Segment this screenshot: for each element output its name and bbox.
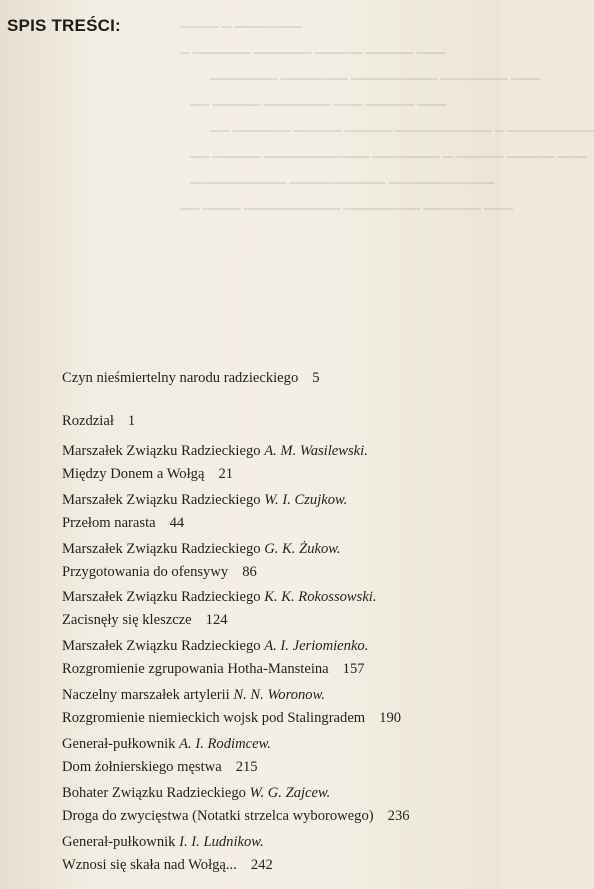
entry-title: Między Donem a Wołgą [62, 466, 205, 482]
entry-author: K. K. Rokossowski. [264, 589, 377, 605]
entry-title-line [62, 857, 273, 874]
entry-rank: Marszałek Związku Radzieckiego [62, 492, 261, 508]
entry-author-line [62, 638, 368, 655]
entry-title-line [62, 515, 184, 532]
page-title: SPIS TREŚCI: [7, 16, 121, 35]
entry-page-number: 44 [169, 515, 185, 531]
entry-title: Przełom narasta [62, 515, 156, 531]
entry-title-line [62, 564, 257, 581]
intro-page-number: 5 [312, 370, 320, 386]
entry-author-line [62, 541, 341, 558]
entry-title-line [62, 466, 233, 483]
intro-title: Czyn nieśmiertelny narodu radzieckiego [62, 370, 299, 386]
entry-author: A. M. Wasilewski. [264, 443, 368, 459]
entry-title-line [62, 710, 401, 727]
entry-title-line [62, 612, 228, 629]
entry-author-line [62, 589, 377, 606]
entry-rank: Generał-pułkownik [62, 736, 176, 752]
entry-title: Przygotowania do ofensywy [62, 564, 229, 580]
entry-title: Rozgromienie niemieckich wojsk pod Stalingradem [62, 710, 366, 726]
bleed-through-texture: ▁▁▁▁ ▁ ▁▁▁▁▁▁▁ ▁ ▁▁▁▁▁▁ ▁▁▁▁▁▁ ▁▁▁▁▁ ▁▁▁▁▁ ▁▁▁ ▁▁▁▁▁▁▁ ▁▁▁▁▁▁▁ ▁▁▁▁▁▁▁▁▁ ▁▁▁▁▁▁▁ ▁▁▁ ▁▁ ▁▁▁▁▁ ▁▁▁▁▁▁▁ ▁▁▁ ▁▁▁▁▁ ▁▁▁ ▁▁ ▁▁▁▁▁▁ ▁▁▁▁▁ ▁▁▁▁▁ ▁▁▁▁▁▁▁▁▁▁ ▁ ▁▁▁▁▁▁▁▁▁ ▁▁ ▁▁▁▁▁ ▁▁▁▁▁▁▁▁▁▁▁ ▁▁▁▁▁▁▁ ▁ ▁▁▁▁▁ ▁▁▁▁▁ ▁▁▁ ▁▁▁▁▁▁▁▁▁▁ ▁▁▁▁▁▁▁▁▁▁ ▁▁▁▁▁▁▁▁▁▁▁ ▁▁ ▁▁▁▁ ▁▁▁▁▁▁▁▁▁▁ ▁▁▁▁▁▁▁▁ ▁▁▁▁▁▁ ▁▁▁ [180, 14, 594, 210]
entry-author-line [62, 834, 264, 851]
entry-title-line [62, 759, 258, 776]
entry-author-line [62, 736, 271, 753]
entry-author: G. K. Żukow. [264, 541, 341, 557]
entry-rank: Generał-pułkownik [62, 834, 176, 850]
entry-page-number: 190 [379, 710, 402, 726]
entry-page-number: 242 [250, 857, 273, 873]
entry-rank: Marszałek Związku Radzieckiego [62, 589, 261, 605]
entry-title: Rozgromienie zgrupowania Hotha-Mansteina [62, 661, 329, 677]
entry-author: N. N. Woronow. [233, 687, 325, 703]
entry-page-number: 21 [218, 466, 234, 482]
entry-author-line [62, 687, 325, 704]
entry-author-line [62, 492, 347, 509]
entry-rank: Marszałek Związku Radzieckiego [62, 541, 261, 557]
entry-page-number: 86 [242, 564, 257, 580]
entry-page-number: 236 [387, 808, 410, 824]
chapter-label: Rozdział [62, 413, 114, 429]
entry-author: I. I. Ludnikow. [179, 834, 264, 850]
entry-rank: Marszałek Związku Radzieckiego [62, 638, 261, 654]
chapter-heading [62, 413, 135, 430]
entry-author-line [62, 443, 368, 460]
entry-title-line [62, 661, 365, 678]
entry-page-number: 124 [205, 612, 228, 628]
entry-title: Dom żołnierskiego męstwa [62, 759, 222, 775]
entry-page-number: 157 [342, 661, 365, 677]
entry-author: A. I. Rodimcew. [179, 736, 271, 752]
entry-author: W. G. Zajcew. [249, 785, 331, 801]
entry-rank: Marszałek Związku Radzieckiego [62, 443, 261, 459]
entry-title-line [62, 808, 410, 825]
intro-entry [62, 370, 320, 387]
entry-title: Droga do zwycięstwa (Notatki strzelca wyborowego) [62, 808, 374, 824]
entry-title: Wznosi się skała nad Wołgą... [62, 857, 237, 873]
chapter-number: 1 [127, 413, 136, 429]
entry-rank: Bohater Związku Radzieckiego [62, 785, 246, 801]
entry-rank: Naczelny marszałek artylerii [62, 687, 230, 703]
entry-title: Zacisnęły się kleszcze [62, 612, 192, 628]
entry-page-number: 215 [235, 759, 258, 775]
entry-author: A. I. Jeriomienko. [264, 638, 369, 654]
entry-author: W. I. Czujkow. [264, 492, 348, 508]
entry-author-line [62, 785, 330, 802]
